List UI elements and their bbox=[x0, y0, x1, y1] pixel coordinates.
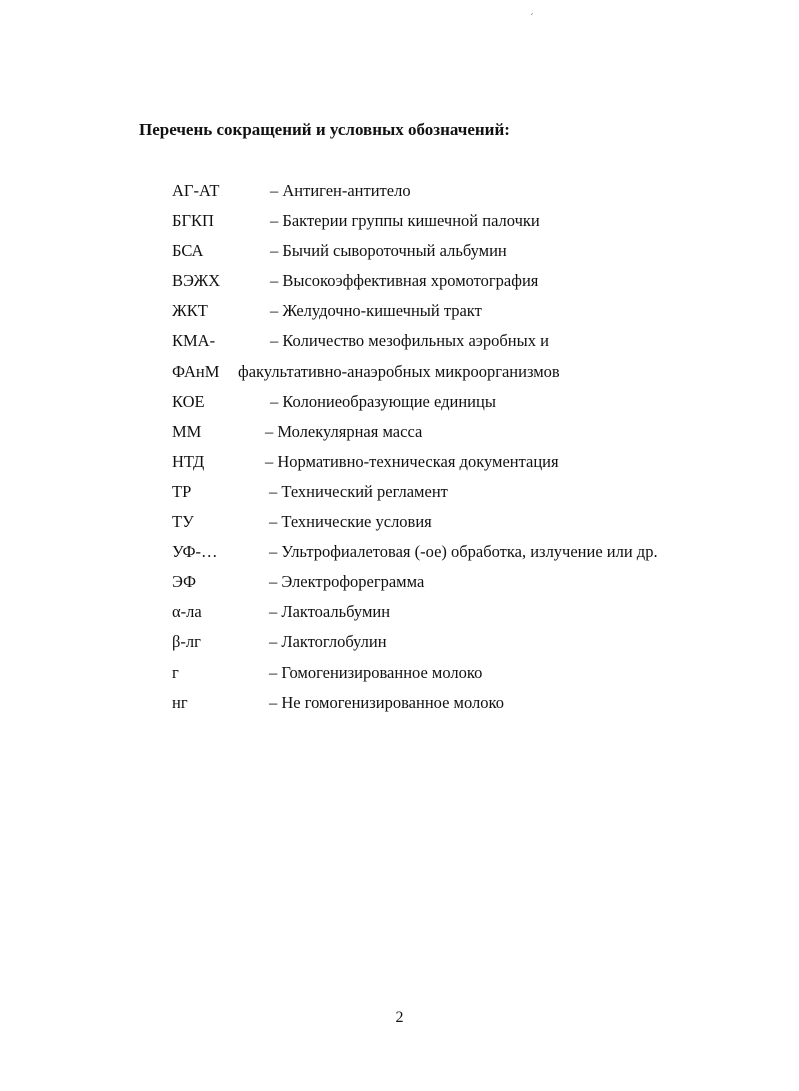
list-item bbox=[0, 422, 799, 446]
definition: – Высокоэффективная хромотография bbox=[270, 271, 539, 290]
abbreviation: НТД bbox=[172, 452, 205, 471]
abbreviation: ВЭЖХ bbox=[172, 271, 221, 290]
definition: – Колониеобразующие единицы bbox=[270, 392, 496, 411]
definition: – Желудочно-кишечный тракт bbox=[270, 301, 482, 320]
list-item bbox=[0, 271, 799, 295]
definition: – Гомогенизированное молоко bbox=[269, 663, 483, 682]
list-item bbox=[0, 602, 799, 626]
abbreviation: ФАнМ bbox=[172, 362, 220, 381]
definition: – Лактоальбумин bbox=[269, 602, 391, 621]
definition: – Электрофореграмма bbox=[269, 572, 425, 591]
definition: – Молекулярная масса bbox=[265, 422, 423, 441]
list-item bbox=[0, 392, 799, 416]
definition: – Нормативно-техническая документация bbox=[265, 452, 559, 471]
list-item bbox=[0, 542, 799, 566]
list-item bbox=[0, 331, 799, 355]
scan-mark: ˊ bbox=[530, 12, 534, 24]
page-number: 2 bbox=[395, 1009, 404, 1026]
definition: – Ультрофиалетовая (-ое) обработка, излучение или др. bbox=[269, 542, 658, 561]
abbreviation: КОЕ bbox=[172, 392, 205, 411]
list-item bbox=[0, 362, 799, 386]
abbreviation: ЖКТ bbox=[172, 301, 208, 320]
definition: – Технические условия bbox=[269, 512, 432, 531]
definition: факультативно-анаэробных микроорганизмов bbox=[238, 362, 560, 381]
abbreviation: УФ-… bbox=[172, 542, 218, 561]
definition: – Бактерии группы кишечной палочки bbox=[270, 211, 540, 230]
list-item bbox=[0, 301, 799, 325]
list-item bbox=[0, 181, 799, 205]
abbreviation: КМА- bbox=[172, 331, 216, 350]
list-item bbox=[0, 693, 799, 717]
list-item bbox=[0, 512, 799, 536]
list-item bbox=[0, 663, 799, 687]
abbreviation: г bbox=[172, 663, 179, 682]
definition: – Бычий сывороточный альбумин bbox=[270, 241, 507, 260]
abbreviation: БГКП bbox=[172, 211, 214, 230]
definition: – Количество мезофильных аэробных и bbox=[270, 331, 549, 350]
abbreviation: ТР bbox=[172, 482, 192, 501]
abbreviation: БСА bbox=[172, 241, 204, 260]
list-item bbox=[0, 211, 799, 235]
list-item bbox=[0, 482, 799, 506]
definition: – Лактоглобулин bbox=[269, 632, 387, 651]
definition: – Не гомогенизированное молоко bbox=[269, 693, 504, 712]
abbreviation: ЭФ bbox=[172, 572, 197, 591]
abbreviation: β-лг bbox=[172, 632, 201, 651]
abbreviation: нг bbox=[172, 693, 188, 712]
definition: – Технический регламент bbox=[269, 482, 448, 501]
abbreviation: ММ bbox=[172, 422, 202, 441]
page-title: Перечень сокращений и условных обозначений: bbox=[139, 120, 510, 139]
list-item bbox=[0, 452, 799, 476]
abbreviation: АГ-АТ bbox=[172, 181, 220, 200]
list-item bbox=[0, 572, 799, 596]
definition: – Антиген-антитело bbox=[270, 181, 411, 200]
list-item bbox=[0, 241, 799, 265]
abbreviation: ТУ bbox=[172, 512, 194, 531]
abbreviation: α-ла bbox=[172, 602, 202, 621]
list-item bbox=[0, 632, 799, 656]
